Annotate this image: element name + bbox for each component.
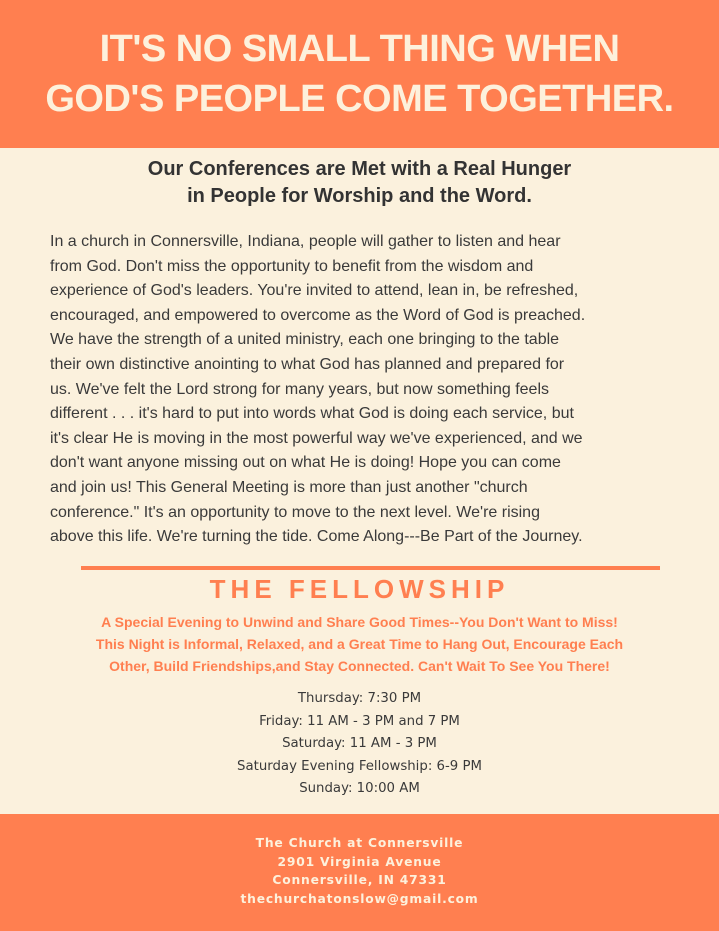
body-line: conference." It's an opportunity to move to the next level. We're rising: [50, 503, 540, 521]
fellowship-line: This Night is Informal, Relaxed, and a Great Time to Hang Out, Encourage Each: [95, 636, 624, 652]
schedule-item: Sunday: 10:00 AM: [299, 781, 420, 796]
subtitle: [0, 156, 719, 210]
body-line: from God. Don't miss the opportunity to benefit from the wisdom and: [50, 257, 534, 275]
schedule-item: Saturday: 11 AM - 3 PM: [282, 736, 437, 751]
schedule-item: Thursday: 7:30 PM: [297, 691, 422, 706]
divider: [81, 566, 660, 570]
headline-line: GOD'S PEOPLE COME TOGETHER.: [45, 78, 674, 120]
body-line: encouraged, and empowered to overcome as the Word of God is preached.: [50, 306, 586, 324]
body-line: different . . . it's hard to put into words what God is doing each service, but: [50, 405, 574, 423]
city-address: Connersville, IN 47331: [272, 873, 447, 887]
body-line: experience of God's leaders. You're invited to attend, lean in, be refreshed,: [50, 282, 579, 300]
body-line: us. We've felt the Lord strong for many years, but now something feels: [50, 380, 550, 398]
body-line: it's clear He is moving in the most powerful way we've experienced, and we: [50, 429, 583, 447]
header-banner: [0, 0, 719, 148]
body-line: and join us! This General Meeting is more than just another "church: [50, 478, 528, 496]
body-line: don't want anyone missing out on what He is doing! Hope you can come: [50, 454, 561, 472]
footer: [0, 814, 719, 931]
body-line: above this life. We're turning the tide. Come Along---Be Part of the Journey.: [50, 528, 583, 546]
contact-email: thechurchatonslow@gmail.com: [240, 891, 479, 906]
fellowship-line: Other, Build Friendships,and Stay Connected. Can't Wait To See You There!: [109, 658, 610, 674]
body-line: We have the strength of a united ministry, each one bringing to the table: [50, 331, 560, 349]
headline-line: IT'S NO SMALL THING WHEN: [99, 28, 620, 70]
fellowship-description: [20, 611, 699, 677]
street-address: 2901 Virginia Avenue: [277, 854, 442, 869]
fellowship-title: THE FELLOWSHIP: [209, 574, 510, 604]
schedule-item: Saturday Evening Fellowship: 6-9 PM: [237, 758, 482, 774]
church-name: The Church at Connersville: [255, 836, 464, 850]
subtitle-line: in People for Worship and the Word.: [187, 185, 532, 207]
schedule-item: Friday: 11 AM - 3 PM and 7 PM: [259, 713, 460, 729]
schedule: [0, 688, 719, 801]
subtitle-line: Our Conferences are Met with a Real Hunger: [147, 158, 572, 180]
fellowship-line: A Special Evening to Unwind and Share Good Times--You Don't Want to Miss!: [101, 614, 618, 630]
body-paragraph: [50, 230, 690, 550]
body-line: In a church in Connersville, Indiana, people will gather to listen and hear: [50, 233, 561, 250]
body-line: their own distinctive anointing to what God has planned and prepared for: [50, 355, 565, 373]
